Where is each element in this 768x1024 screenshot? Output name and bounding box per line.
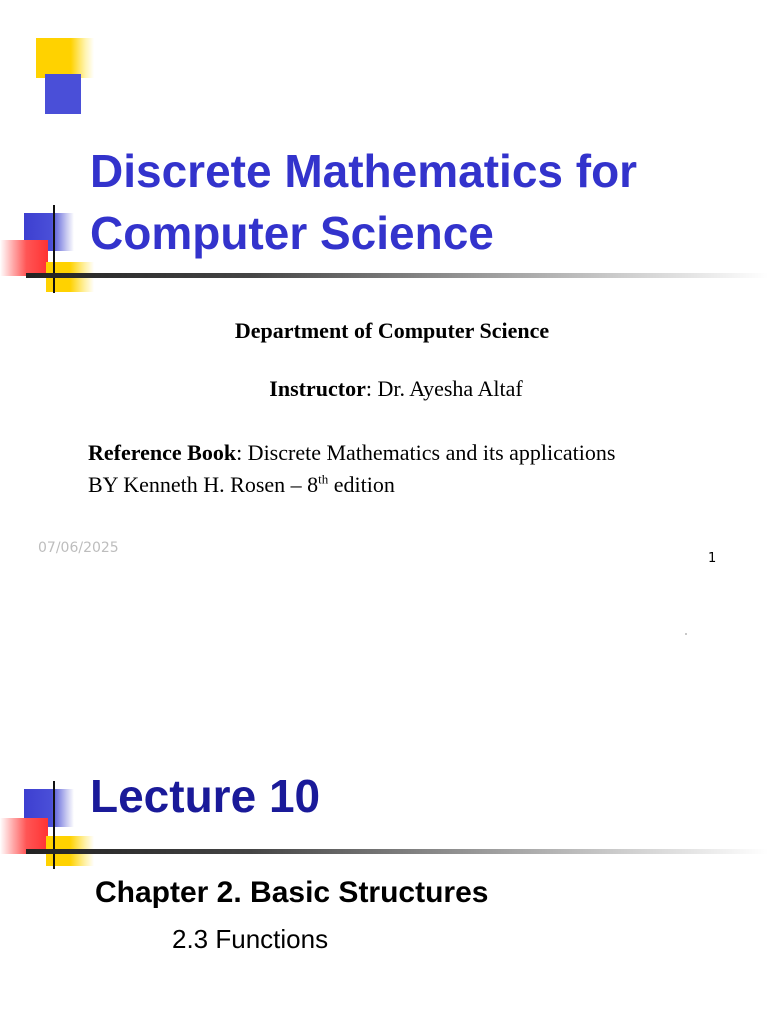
page-number: 1 (708, 551, 717, 566)
reference-line-2-end: edition (328, 472, 395, 497)
slide-date: 07/06/2025 (38, 540, 119, 556)
department-text: Department of Computer Science (234, 318, 550, 343)
stray-dot (685, 633, 687, 635)
title-red-square (0, 240, 48, 276)
corner-blue-square (45, 74, 81, 114)
title-underline-rule (26, 273, 768, 278)
reference-label: Reference Book (88, 440, 237, 465)
lecture-vertical-rule (53, 781, 55, 869)
edition-superscript: th (318, 471, 329, 487)
slide-title: Discrete Mathematics for Computer Science (90, 145, 638, 259)
instructor-label: Instructor (269, 376, 366, 401)
lecture-underline-rule (26, 849, 768, 854)
slide-2 (0, 700, 768, 1024)
lecture-title: Lecture 10 (90, 770, 321, 822)
reference-line-2: BY Kenneth H. Rosen – 8 (88, 472, 319, 497)
title-vertical-rule (53, 205, 55, 293)
reference-book-block (88, 437, 738, 501)
instructor-line (0, 376, 768, 402)
chapter-heading: Chapter 2. Basic Structures (95, 876, 489, 909)
instructor-value: : Dr. Ayesha Altaf (365, 376, 523, 401)
reference-line-1: : Discrete Mathematics and its applications (236, 440, 616, 465)
corner-yellow-square (36, 38, 94, 78)
section-heading: 2.3 Functions (172, 924, 329, 954)
